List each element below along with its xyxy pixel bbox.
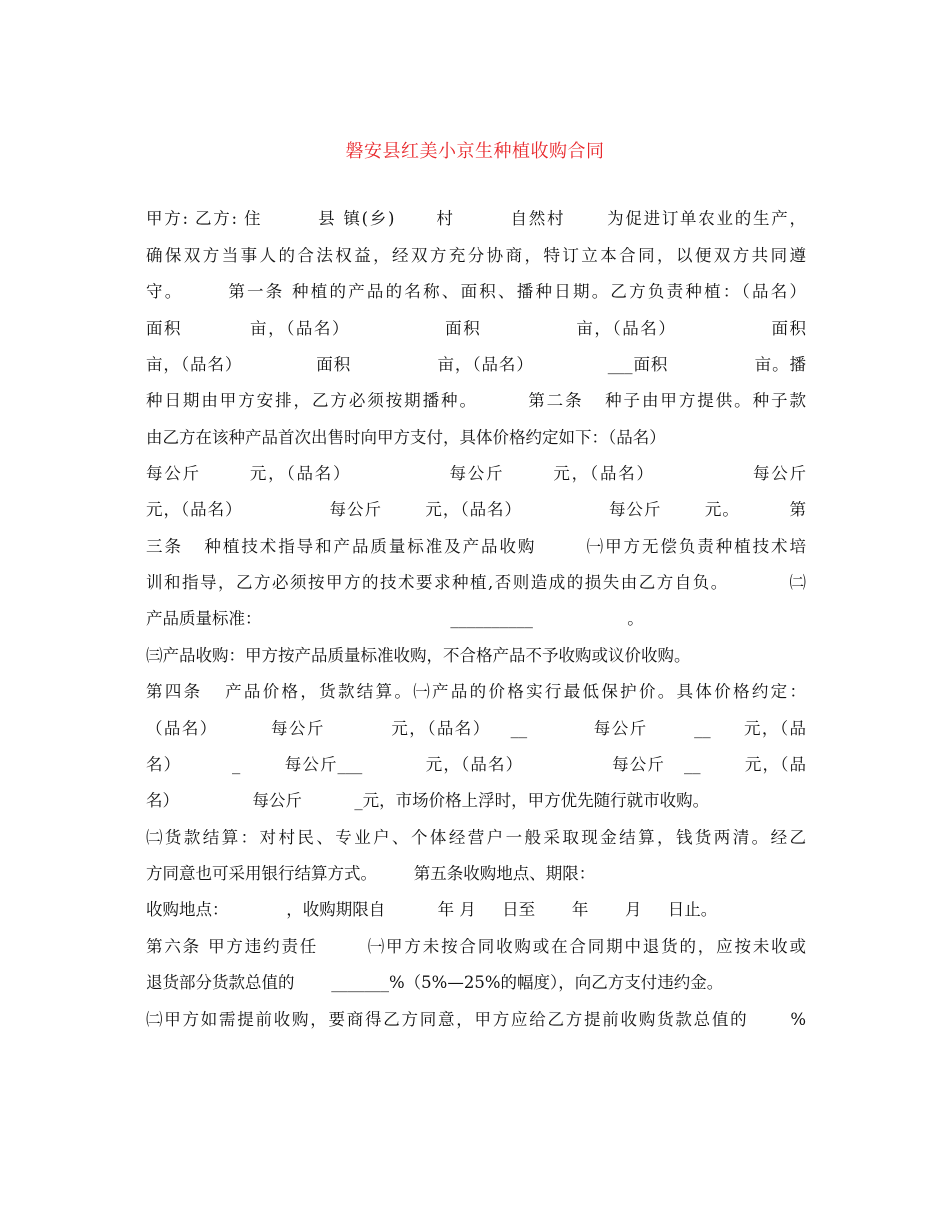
- body-line-18: ㈡货款结算：对村民、专业户、个体经营户一般采取现金结算，钱货两清。经乙: [146, 828, 806, 847]
- body-line-3: 守。 第一条 种植的产品的名称、面积、播种日期。乙方负责种植：（品名）: [146, 282, 806, 301]
- body-line-14: 第四条 产品价格，货款结算。㈠产品的价格实行最低保护价。具体价格约定：: [146, 682, 806, 701]
- body-line-21: 第六条 甲方违约责任 ㈠甲方未按合同收购或在合同期中退货的，应按未收或: [146, 937, 806, 956]
- body-line-11: 训和指导，乙方必须按甲方的技术要求种植,否则造成的损失由乙方自负。 ㈡: [146, 573, 806, 592]
- body-line-13: ㈢产品收购：甲方按产品质量标准收购，不合格产品不予收购或议价收购。: [146, 646, 691, 665]
- body-line-17: 名） 每公斤 _元，市场价格上浮时，甲方优先随行就市收购。: [146, 791, 710, 810]
- body-line-9: 元，（品名） 每公斤 元，（品名） 每公斤 元。 第: [146, 500, 806, 519]
- body-line-2: 确保双方当事人的合法权益，经双方充分协商，特订立本合同，以便双方共同遵: [146, 246, 806, 265]
- body-line-5: 亩，（品名） 面积 亩，（品名） ___面积 亩。播: [146, 355, 806, 374]
- body-line-4: 面积 亩，（品名） 面积 亩，（品名） 面积: [146, 319, 806, 338]
- body-line-16: 名） _ 每公斤___ 元，（品名） 每公斤 __ 元，（品: [146, 755, 806, 774]
- body-line-7: 由乙方在该种产品首次出售时向甲方支付，具体价格约定如下：（品名）: [146, 428, 666, 447]
- body-line-10: 三条 种植技术指导和产品质量标准及产品收购 ㈠甲方无偿负责种植技术培: [146, 537, 806, 556]
- body-line-6: 种日期由甲方安排，乙方必须按期播种。 第二条 种子由甲方提供。种子款: [146, 391, 806, 410]
- body-line-20: 收购地点： ，收购期限自 年 月 日至 年 月 日止。: [146, 900, 718, 919]
- document-title: 磐安县红美小京生种植收购合同: [345, 141, 605, 162]
- body-line-15: （品名） 每公斤 元，（品名） __ 每公斤 __ 元，（品: [146, 719, 806, 738]
- body-line-23: ㈡甲方如需提前收购，要商得乙方同意，甲方应给乙方提前收购货款总值的 %: [146, 1010, 806, 1029]
- body-line-12: 产品质量标准： __________ 。: [146, 609, 644, 628]
- body-line-1: 甲方: 乙方: 住 县 镇(乡) 村 自然村 为促进订单农业的生产，: [146, 209, 806, 228]
- body-line-22: 退货部分货款总值的 _______%（5%—25%的幅度），向乙方支付违约金。: [146, 973, 724, 992]
- body-line-8: 每公斤 元，（品名） 每公斤 元，（品名） 每公斤: [146, 464, 806, 483]
- body-line-19: 方同意也可采用银行结算方式。 第五条收购地点、期限：: [146, 864, 596, 883]
